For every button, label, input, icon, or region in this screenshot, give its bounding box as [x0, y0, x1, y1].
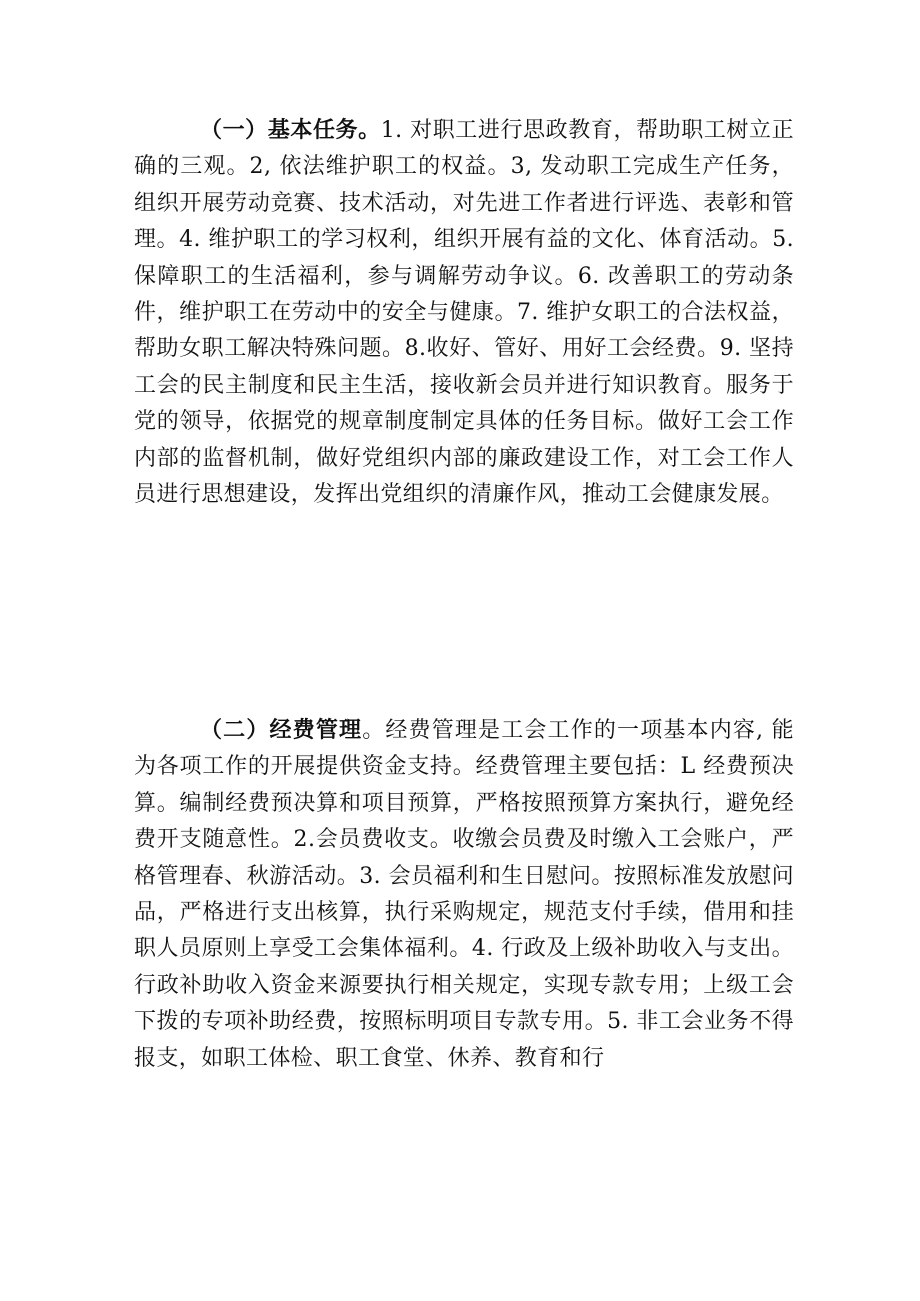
section-heading: （一）基本任务。 [200, 117, 381, 143]
section-body: 1. 对职工进行思政教育，帮助职工树立正确的三观。2, 依法维护职工的权益。3, 发动职工完成生产任务，组织开展劳动竞赛、技术活动，对先进工作者进行评选、表彰和管理。4. 维护职工的学习权利，组织开展有益的文化、体育活动。5. 保障职工的生活福利，参与调解劳动争议。6. 改善职工的劳动条件，维护职工在劳动中的安全与健康。7. 维护女职工的合法权益，帮助女职工解决特殊问题。8.收好、管好、用好工会经费。9. 坚持工会的民主制度和民主生活，接收新会员并进行知识教育。服务于党的领导，依据党的规章制度制定具体的任务目标。做好工会工作内部的监督机制，做好党组织内部的廉政建设工作，对工会工作人员进行思想建设，发挥出党组织的清廉作风，推动工会健康发展。 [134, 118, 794, 508]
section-basic-tasks [134, 112, 794, 513]
section-body: 。经费管理是工会工作的一项基本内容, 能为各项工作的开展提供资金支持。经费管理主要包括：L 经费预决算。编制经费预决算和项目预算，严格按照预算方案执行，避免经费开支随意性。2.会员费收支。收缴会员费及时缴入工会账户，严格管理春、秋游活动。3. 会员福利和生日慰问。按照标准发放慰问品，严格进行支出核算，执行采购规定，规范支付手续，借用和挂职人员原则上享受工会集体福利。4. 行政及上级补助收入与支出。行政补助收入资金来源要执行相关规定，实现专款专用；上级工会下拨的专项补助经费，按照标明项目专款专用。5. 非工会业务不得报支，如职工体检、职工食堂、休养、教育和行 [134, 718, 794, 1071]
section-funds-management [134, 712, 794, 1077]
section-heading: （二）经费管理 [200, 717, 363, 743]
